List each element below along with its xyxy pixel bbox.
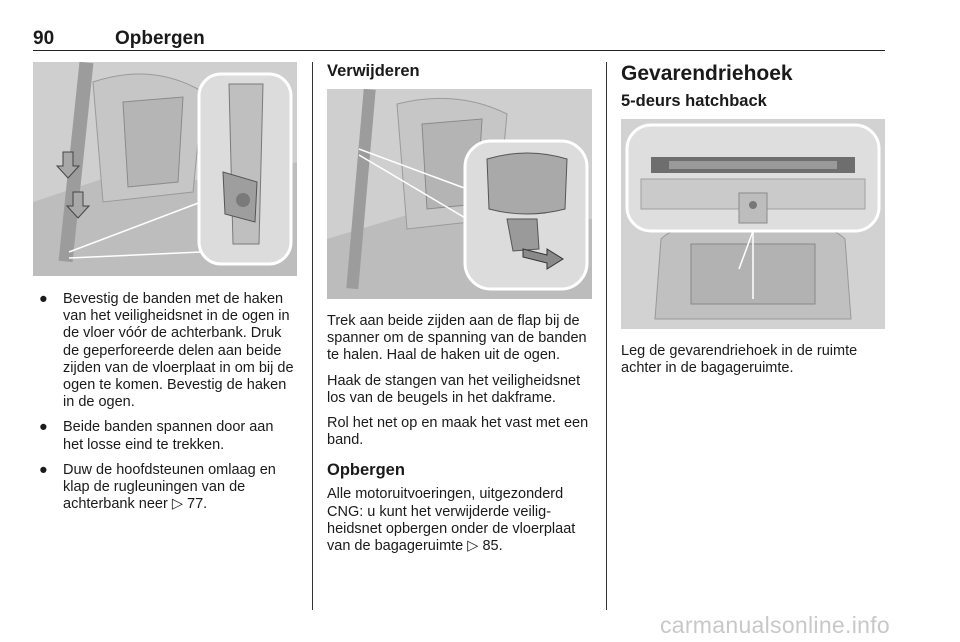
heading-verwijderen: Verwijderen — [327, 62, 420, 80]
paragraph: Trek aan beide zijden aan de flap bij de spanner om de spanning van de banden te halen. Haal de haken uit de ogen. — [327, 313, 587, 364]
heading-5-deurs-hatchback: 5-deurs hatchback — [621, 92, 767, 110]
column-divider — [312, 62, 313, 610]
section-title: Opbergen — [115, 28, 205, 49]
page-header — [33, 26, 885, 51]
paragraph: Haak de stangen van het veiligheidsnet los van de beugels in het dakframe. — [327, 372, 581, 406]
safety-net-hook-illustration — [33, 62, 297, 276]
heading-gevarendriehoek: Gevarendriehoek — [621, 62, 793, 85]
page-number: 90 — [33, 28, 55, 49]
list-item: ● Duw de hoofdsteunen omlaag en klap de rugleuningen van de achterbank neer ▷ 77. — [39, 461, 276, 513]
heading-opbergen: Opbergen — [327, 461, 405, 480]
net-removal-illustration — [327, 89, 592, 299]
paragraph: Rol het net op en maak het vast met een band. — [327, 415, 589, 449]
warning-triangle-illustration — [621, 119, 885, 329]
list-item: ● Bevestig de banden met de haken van het veiligheidsnet in de ogen in de vloer vóór de achterbank. Druk de geperforeerde delen aan beide zijden van de vloerplaat in om bij de ogen te komen. Bevestig de haken in de ogen. — [39, 291, 294, 411]
watermark: carmanualsonline.info — [659, 612, 890, 638]
instruction-list — [33, 291, 297, 513]
list-item: ● Beide banden spannen door aan het losse eind te trekken. — [39, 419, 274, 453]
column-middle — [327, 62, 592, 563]
column-left — [33, 62, 297, 521]
paragraph: Alle motoruitvoeringen, uitgezonderd CNG: u kunt het verwijderde veiligheidsnet opbergen onder de vloerplaat van de bagageruimte ▷ 85. — [327, 486, 576, 555]
column-right — [621, 62, 885, 385]
paragraph: Leg de gevarendriehoek in de ruimte achter in de bagageruimte. — [621, 343, 858, 377]
column-divider — [606, 62, 607, 610]
